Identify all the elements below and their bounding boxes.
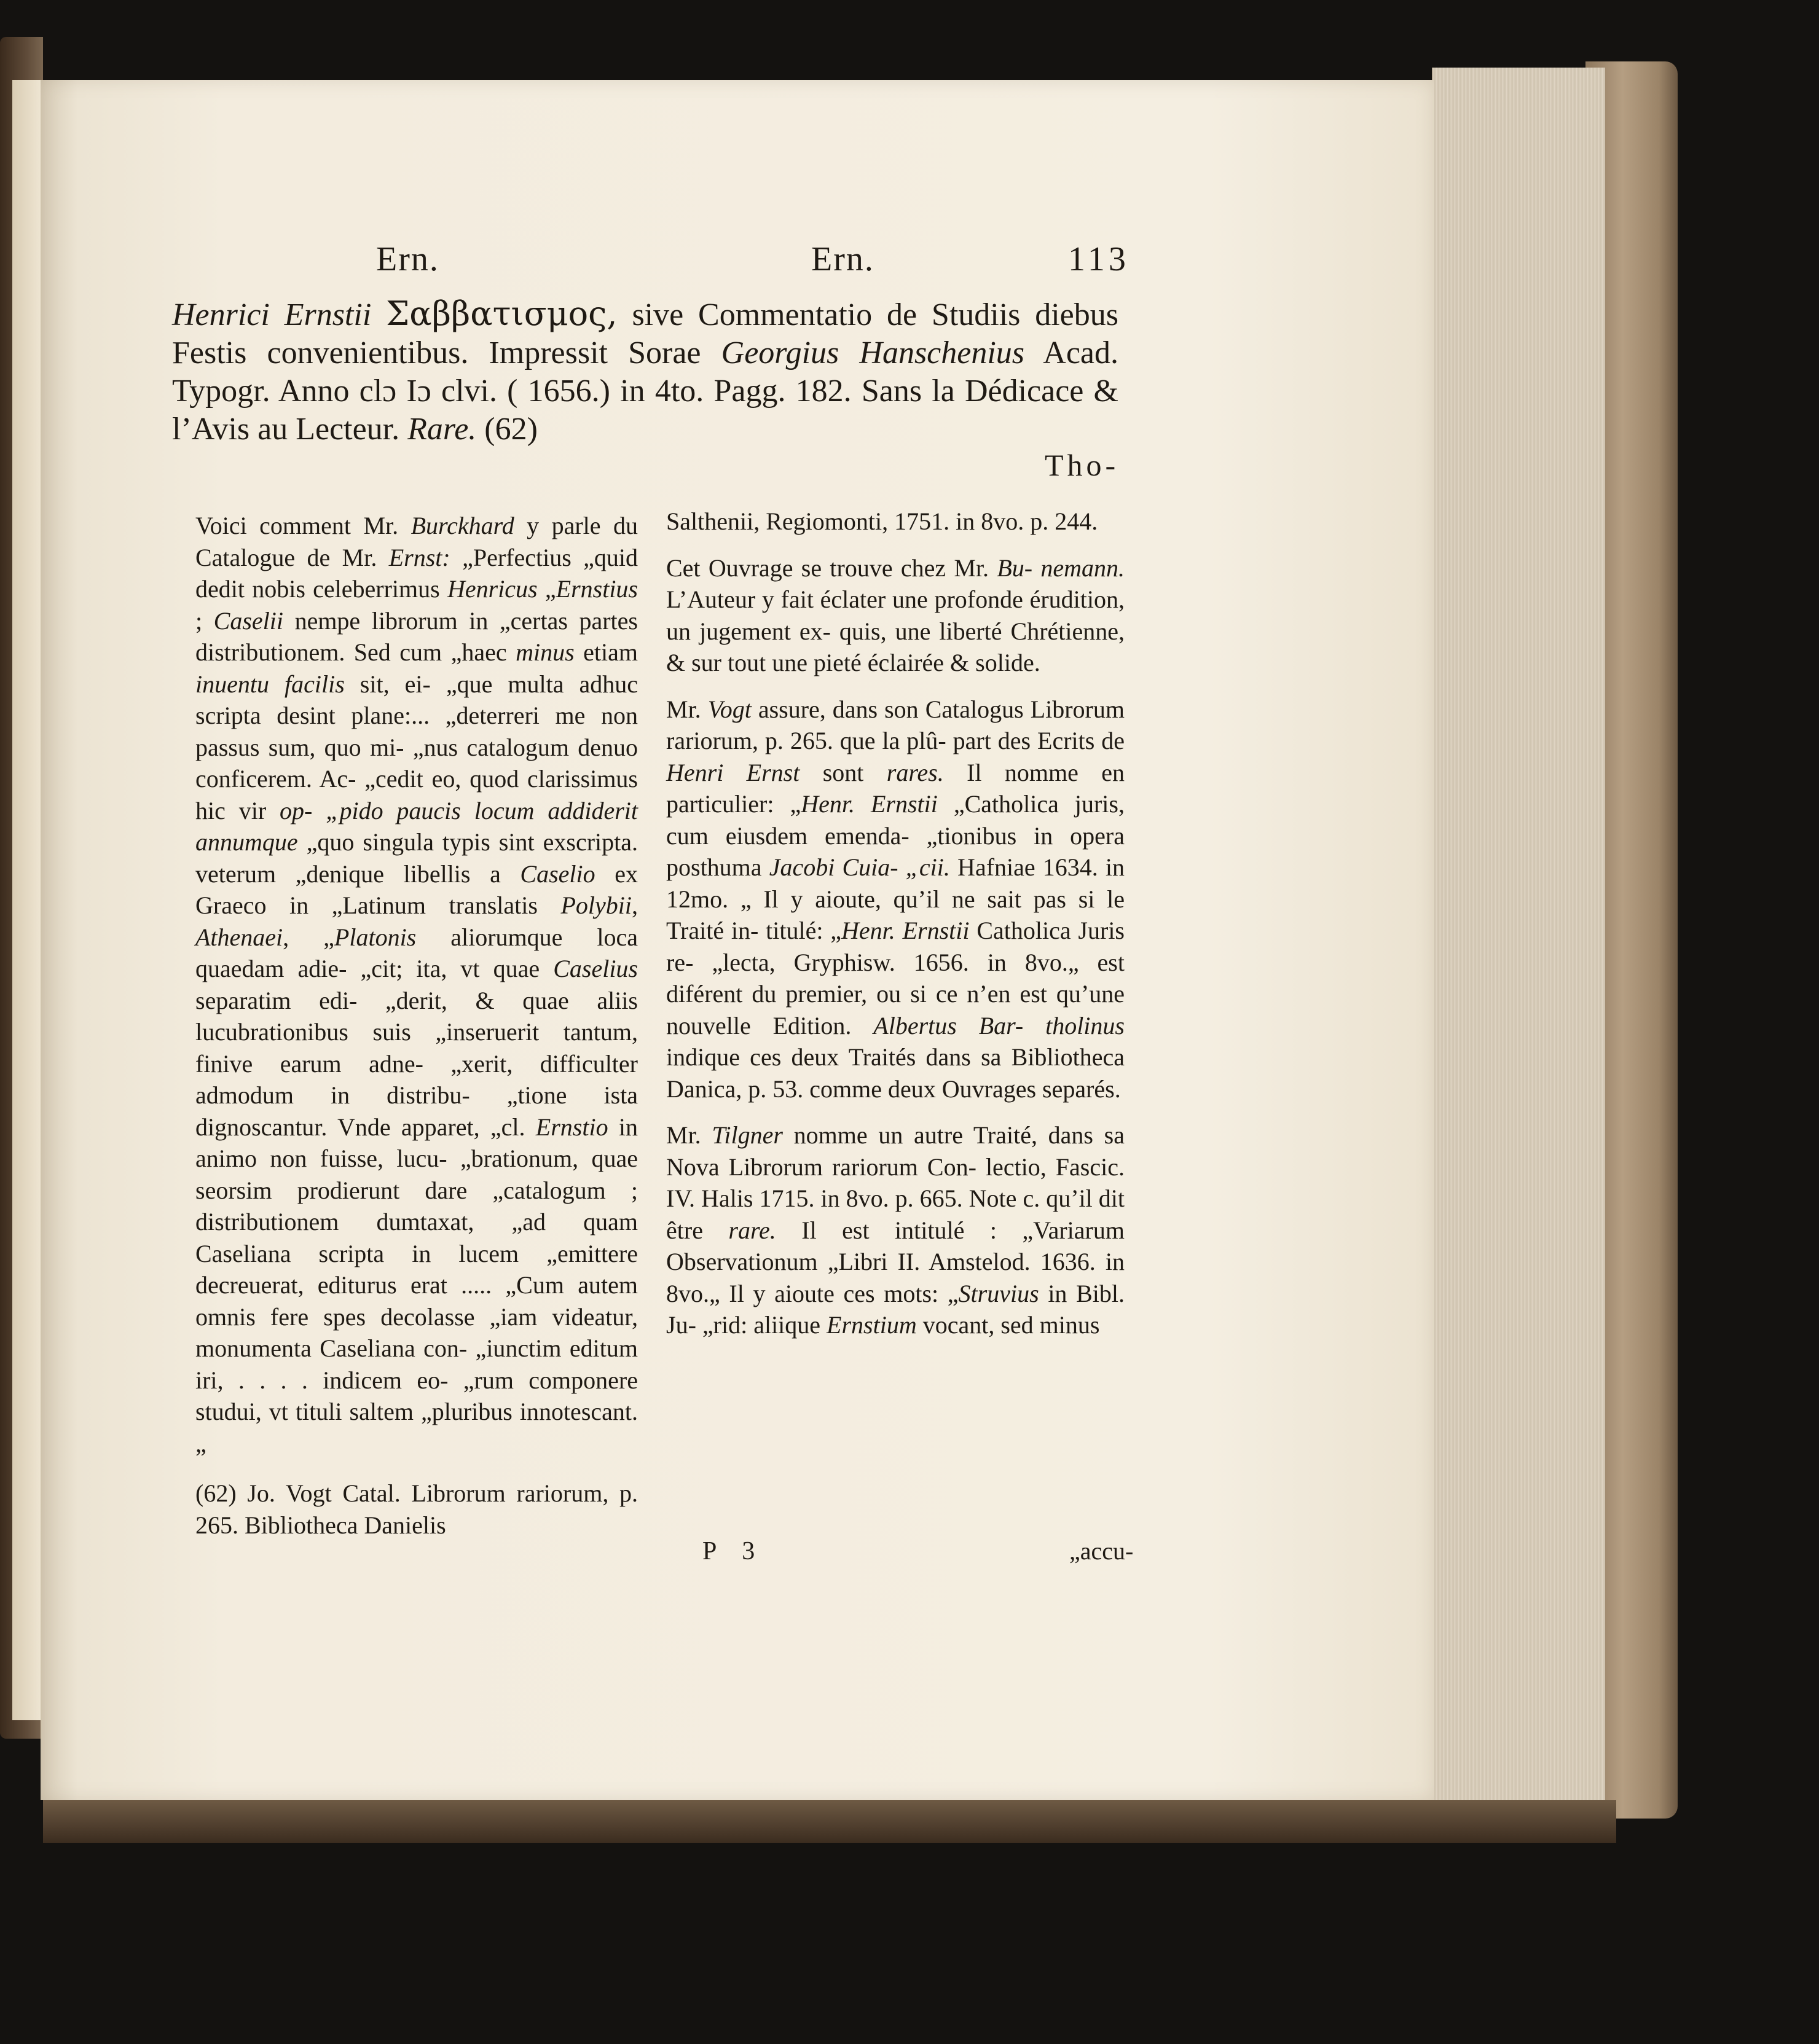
italic-run: Caselio: [520, 859, 595, 888]
italic-run: Bu- nemann.: [997, 554, 1125, 582]
entry-printer: Georgius Hanschenius: [721, 335, 1025, 370]
italic-run: rare.: [728, 1216, 776, 1244]
italic-run: Henr. Ernstii: [841, 917, 970, 944]
page-block-edge: [1432, 68, 1605, 1800]
italic-run: Jacobi Cuia- „cii.: [769, 853, 950, 881]
italic-run: Ernstio: [535, 1113, 608, 1141]
entry-catchword: Tho-: [1045, 448, 1120, 482]
entry-greek-title: Σαββατισμος,: [386, 294, 618, 333]
italic-run: Ernstius: [556, 575, 638, 603]
italic-run: Ernstium: [827, 1311, 917, 1339]
italic-run: Burckhard: [411, 512, 514, 539]
left-paragraph: Voici comment Mr. Burckhard y parle du Catalogue de Mr. Ernst: „Perfectius „quid dedit nobis celeberrimus Henricus „Ernstius ; Caselii nempe librorum in „certas partes distributionem. Sed cum „haec minus etiam inuentu facilis sit, ei- „que multa adhuc scripta desint plane:... „deterreri me non passus sum, quo mi- „nus catalogum denuo conficerem. Ac- „cedit eo, quod clarissimus hic vir op- „pido paucis locum addiderit annumque „quo singula typis sint exscripta. veterum „denique libellis a Caselio ex Graeco in „Latinum translatis Polybii, Athenaei, „Platonis aliorumque loca quaedam adie- „cit; ita, vt quae Caselius separatim edi- „derit, & quae aliis lucubrationibus suis „inseruerit tantum, finive earum adne- „xerit, difficulter admodum in distribu- „tione ista dignoscantur. Vnde apparet, „cl. Ernstio in animo non fuisse, lucu- „brationum, quae seorsim prodierunt dare „catalogum ; distributionem dumtaxat, „ad quam Caseliana scripta in lucem „emittere decreuerat, editurus erat ..... „Cum autem omnis fere spes decolasse „iam videatur, monumenta Caseliana con- „iunctim editum iri, . . . . indicem eo- „rum componere studui, vt tituli saltem „pluribus innotescant. „: [195, 512, 638, 1457]
right-paragraph-3: Mr. Vogt assure, dans son Catalogus Librorum rariorum, p. 265. que la plû- part des Ecrits de Henri Ernst sont rares. Il nomme en particulier: „Henr. Ernstii „Catholica juris, cum eiusdem emenda- „tionibus in opera posthuma Jacobi Cuia- „cii. Hafniae 1634. in 12mo. „ Il y aioute, qu’il ne sait pas si le Traité in- titulé: „Henr. Ernstii Catholica Juris re- „lecta, Gryphisw. 1656. in 8vo.„ est diférent du premier, ou si ce n’en est qu’une nouvelle Edition. Albertus Bar- tholinus indique ces deux Traités dans sa Bibliotheca Danica, p. 53. comme deux Ouvrages separés.: [666, 695, 1125, 1103]
italic-run: Albertus Bar- tholinus: [873, 1011, 1125, 1040]
italic-run: Polybii: [560, 891, 632, 919]
entry-text-2: Acad. Typogr. Anno clɔ Iɔ clvi. ( 1656.) in 4to. Pagg. 182. Sans la Dédicace & l’Avis au Lecteur.: [172, 335, 1119, 447]
italic-run: inuentu facilis: [195, 670, 345, 698]
right-paragraph-4: Mr. Tilgner nomme un autre Traité, dans sa Nova Librorum rariorum Con- lectio, Fascic. IV. Halis 1715. in 8vo. p. 665. Note c. qu’il dit être rare. Il est intitulé : „Variarum Observationum „Libri II. Amstelod. 1636. in 8vo.„ Il y aioute ces mots: „Struvius in Bibl. Ju- „rid: aliique Ernstium vocant, sed minus: [666, 1121, 1125, 1339]
bottom-cover: [43, 1800, 1616, 1843]
signature-mark: P 3: [702, 1537, 765, 1565]
running-head-left: Ern.: [376, 240, 439, 278]
italic-run: op- „pido paucis locum addiderit annumque: [195, 796, 638, 856]
entry-note-ref: (62): [476, 412, 538, 447]
italic-run: Struvius: [958, 1279, 1039, 1307]
bibliographic-entry: [172, 295, 1118, 448]
left-page-edge: [12, 80, 42, 1720]
italic-run: Vogt: [707, 695, 752, 723]
italic-run: Caselius: [553, 955, 638, 982]
italic-run: Henri Ernst: [666, 758, 800, 786]
footnote: (62) Jo. Vogt Catal. Librorum rariorum, p. 265. Bibliotheca Danielis: [195, 1479, 638, 1539]
right-paragraph-2: Cet Ouvrage se trouve chez Mr. Bu- nemann. L’Auteur y fait éclater une profonde érudition, un jugement ex- quis, une liberté Chrétienne, & sur tout une pieté éclairée & solide.: [666, 554, 1125, 676]
left-column: [195, 510, 638, 1541]
right-column: [666, 506, 1125, 1341]
italic-run: Caselii: [213, 606, 284, 635]
italic-run: minus: [516, 638, 575, 666]
entry-text-1: sive Commentatio de Studiis diebus Festis convenientibus. Impressit Sorae: [172, 297, 1118, 370]
entry-author: Henrici Ernstii: [172, 297, 372, 332]
right-paragraph-1: Salthenii, Regiomonti, 1751. in 8vo. p. 244.: [666, 507, 1098, 535]
italic-run: Athenaei: [195, 923, 283, 951]
running-head-center: Ern.: [811, 240, 874, 278]
entry-rare: Rare.: [407, 412, 477, 447]
italic-run: Henr. Ernstii: [801, 790, 938, 818]
italic-run: Tilgner: [712, 1121, 783, 1149]
italic-run: rares.: [886, 758, 944, 786]
catchword: „accu-: [1069, 1537, 1134, 1565]
page-number: 113: [1068, 240, 1130, 278]
italic-run: Ernst:: [388, 543, 450, 571]
italic-run: Platonis: [334, 923, 417, 951]
italic-run: Henricus: [447, 575, 538, 603]
